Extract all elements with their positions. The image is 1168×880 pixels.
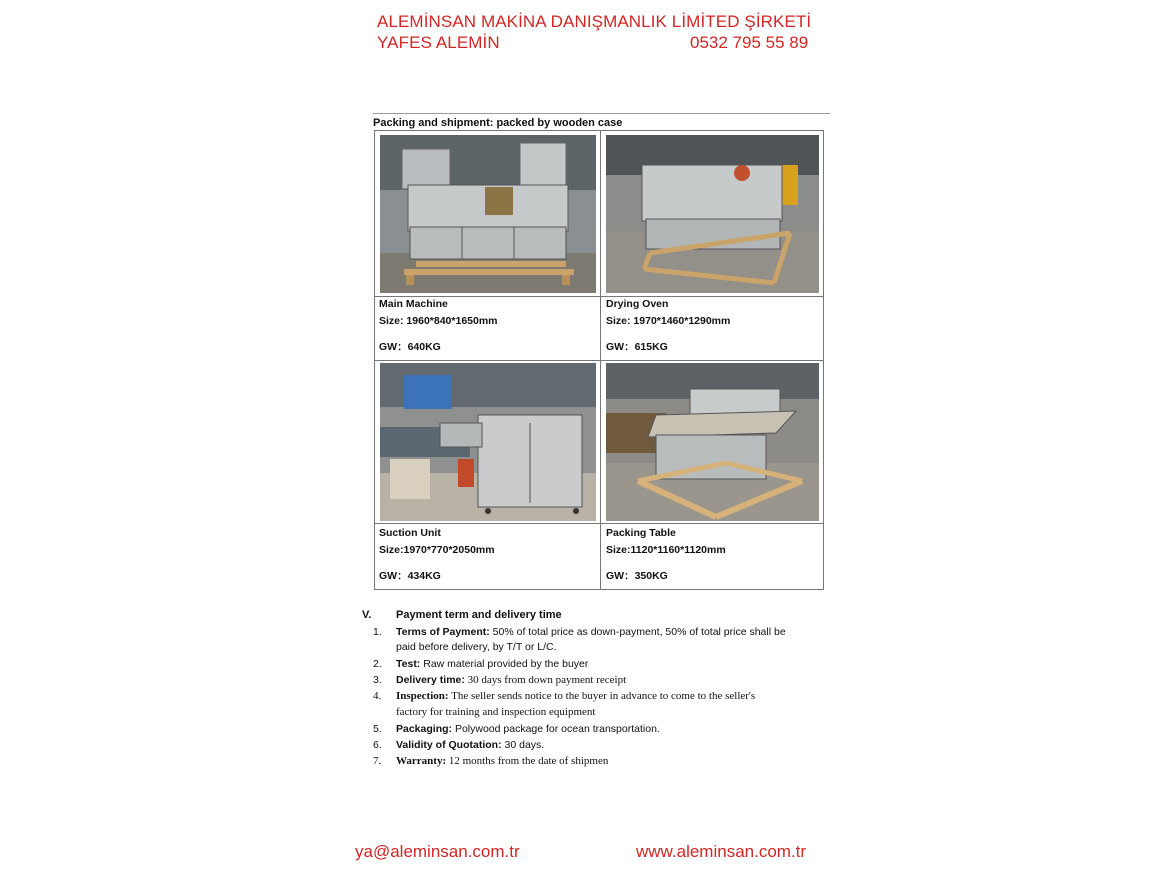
payment-term-item [373, 674, 626, 686]
item-gross-weight: GW：350KG [606, 570, 668, 582]
item-number: 6. [373, 739, 382, 751]
packing-table-photo [606, 363, 819, 521]
item-number: 4. [373, 690, 382, 702]
item-size: Size: 1970*1460*1290mm [606, 315, 731, 327]
item-number: 2. [373, 658, 382, 670]
term-text: Raw material provided by the buyer [420, 658, 589, 670]
section-number: V. [362, 609, 372, 621]
footer-email[interactable]: ya@aleminsan.com.tr [355, 842, 520, 861]
term-text: 30 days from down payment receipt [464, 674, 627, 686]
grid-divider [375, 523, 823, 524]
main-machine-photo [380, 135, 596, 293]
contact-person: YAFES ALEMİN [377, 33, 500, 52]
term-text: The seller sends notice to the buyer in advance to come to the seller's [448, 690, 756, 702]
item-gross-weight: GW：615KG [606, 341, 668, 353]
payment-term-item [373, 755, 608, 767]
footer-website[interactable]: www.aleminsan.com.tr [636, 842, 807, 861]
payment-section-title: Payment term and delivery time [396, 609, 562, 621]
term-label: Delivery time: [396, 674, 465, 686]
payment-term-item [373, 723, 660, 735]
item-size: Size:1120*1160*1120mm [606, 544, 726, 556]
payment-term-item [373, 690, 756, 718]
section-divider [373, 113, 830, 114]
item-number: 7. [373, 755, 382, 767]
packing-section-title: Packing and shipment: packed by wooden case [373, 117, 623, 129]
term-label: Terms of Payment: [396, 626, 490, 638]
term-text: 50% of total price as down-payment, 50% of total price shall be [489, 626, 786, 638]
grid-divider [375, 360, 823, 361]
item-name: Drying Oven [606, 298, 669, 310]
grid-divider [375, 296, 823, 297]
item-name: Packing Table [606, 527, 676, 539]
packing-table [374, 130, 824, 590]
term-label: Warranty: [396, 755, 447, 767]
company-name: ALEMİNSAN MAKİNA DANIŞMANLIK LİMİTED ŞİRKETİ [377, 12, 812, 31]
term-label: Test: [396, 658, 421, 670]
payment-term-item [373, 658, 588, 670]
item-size: Size: 1960*840*1650mm [379, 315, 498, 327]
term-text-continued: paid before delivery, by T/T or L/C. [396, 641, 557, 653]
payment-term-item [373, 626, 786, 653]
item-gross-weight: GW：434KG [379, 570, 441, 582]
term-label: Validity of Quotation: [396, 739, 502, 751]
item-gross-weight: GW：640KG [379, 341, 441, 353]
term-text: Polywood package for ocean transportation. [452, 723, 660, 735]
term-text: 12 months from the date of shipmen [446, 755, 609, 767]
item-size: Size:1970*770*2050mm [379, 544, 495, 556]
suction-unit-photo [380, 363, 596, 521]
term-label: Packaging: [396, 723, 453, 735]
item-number: 3. [373, 674, 382, 686]
item-name: Suction Unit [379, 527, 441, 539]
contact-phone: 0532 795 55 89 [690, 33, 809, 52]
payment-term-item [373, 739, 544, 751]
term-label: Inspection: [396, 690, 449, 702]
term-text: 30 days. [501, 739, 545, 751]
drying-oven-photo [606, 135, 819, 293]
item-number: 5. [373, 723, 382, 735]
item-number: 1. [373, 626, 382, 638]
term-text-continued: factory for training and inspection equipment [396, 706, 596, 718]
item-name: Main Machine [379, 298, 448, 310]
